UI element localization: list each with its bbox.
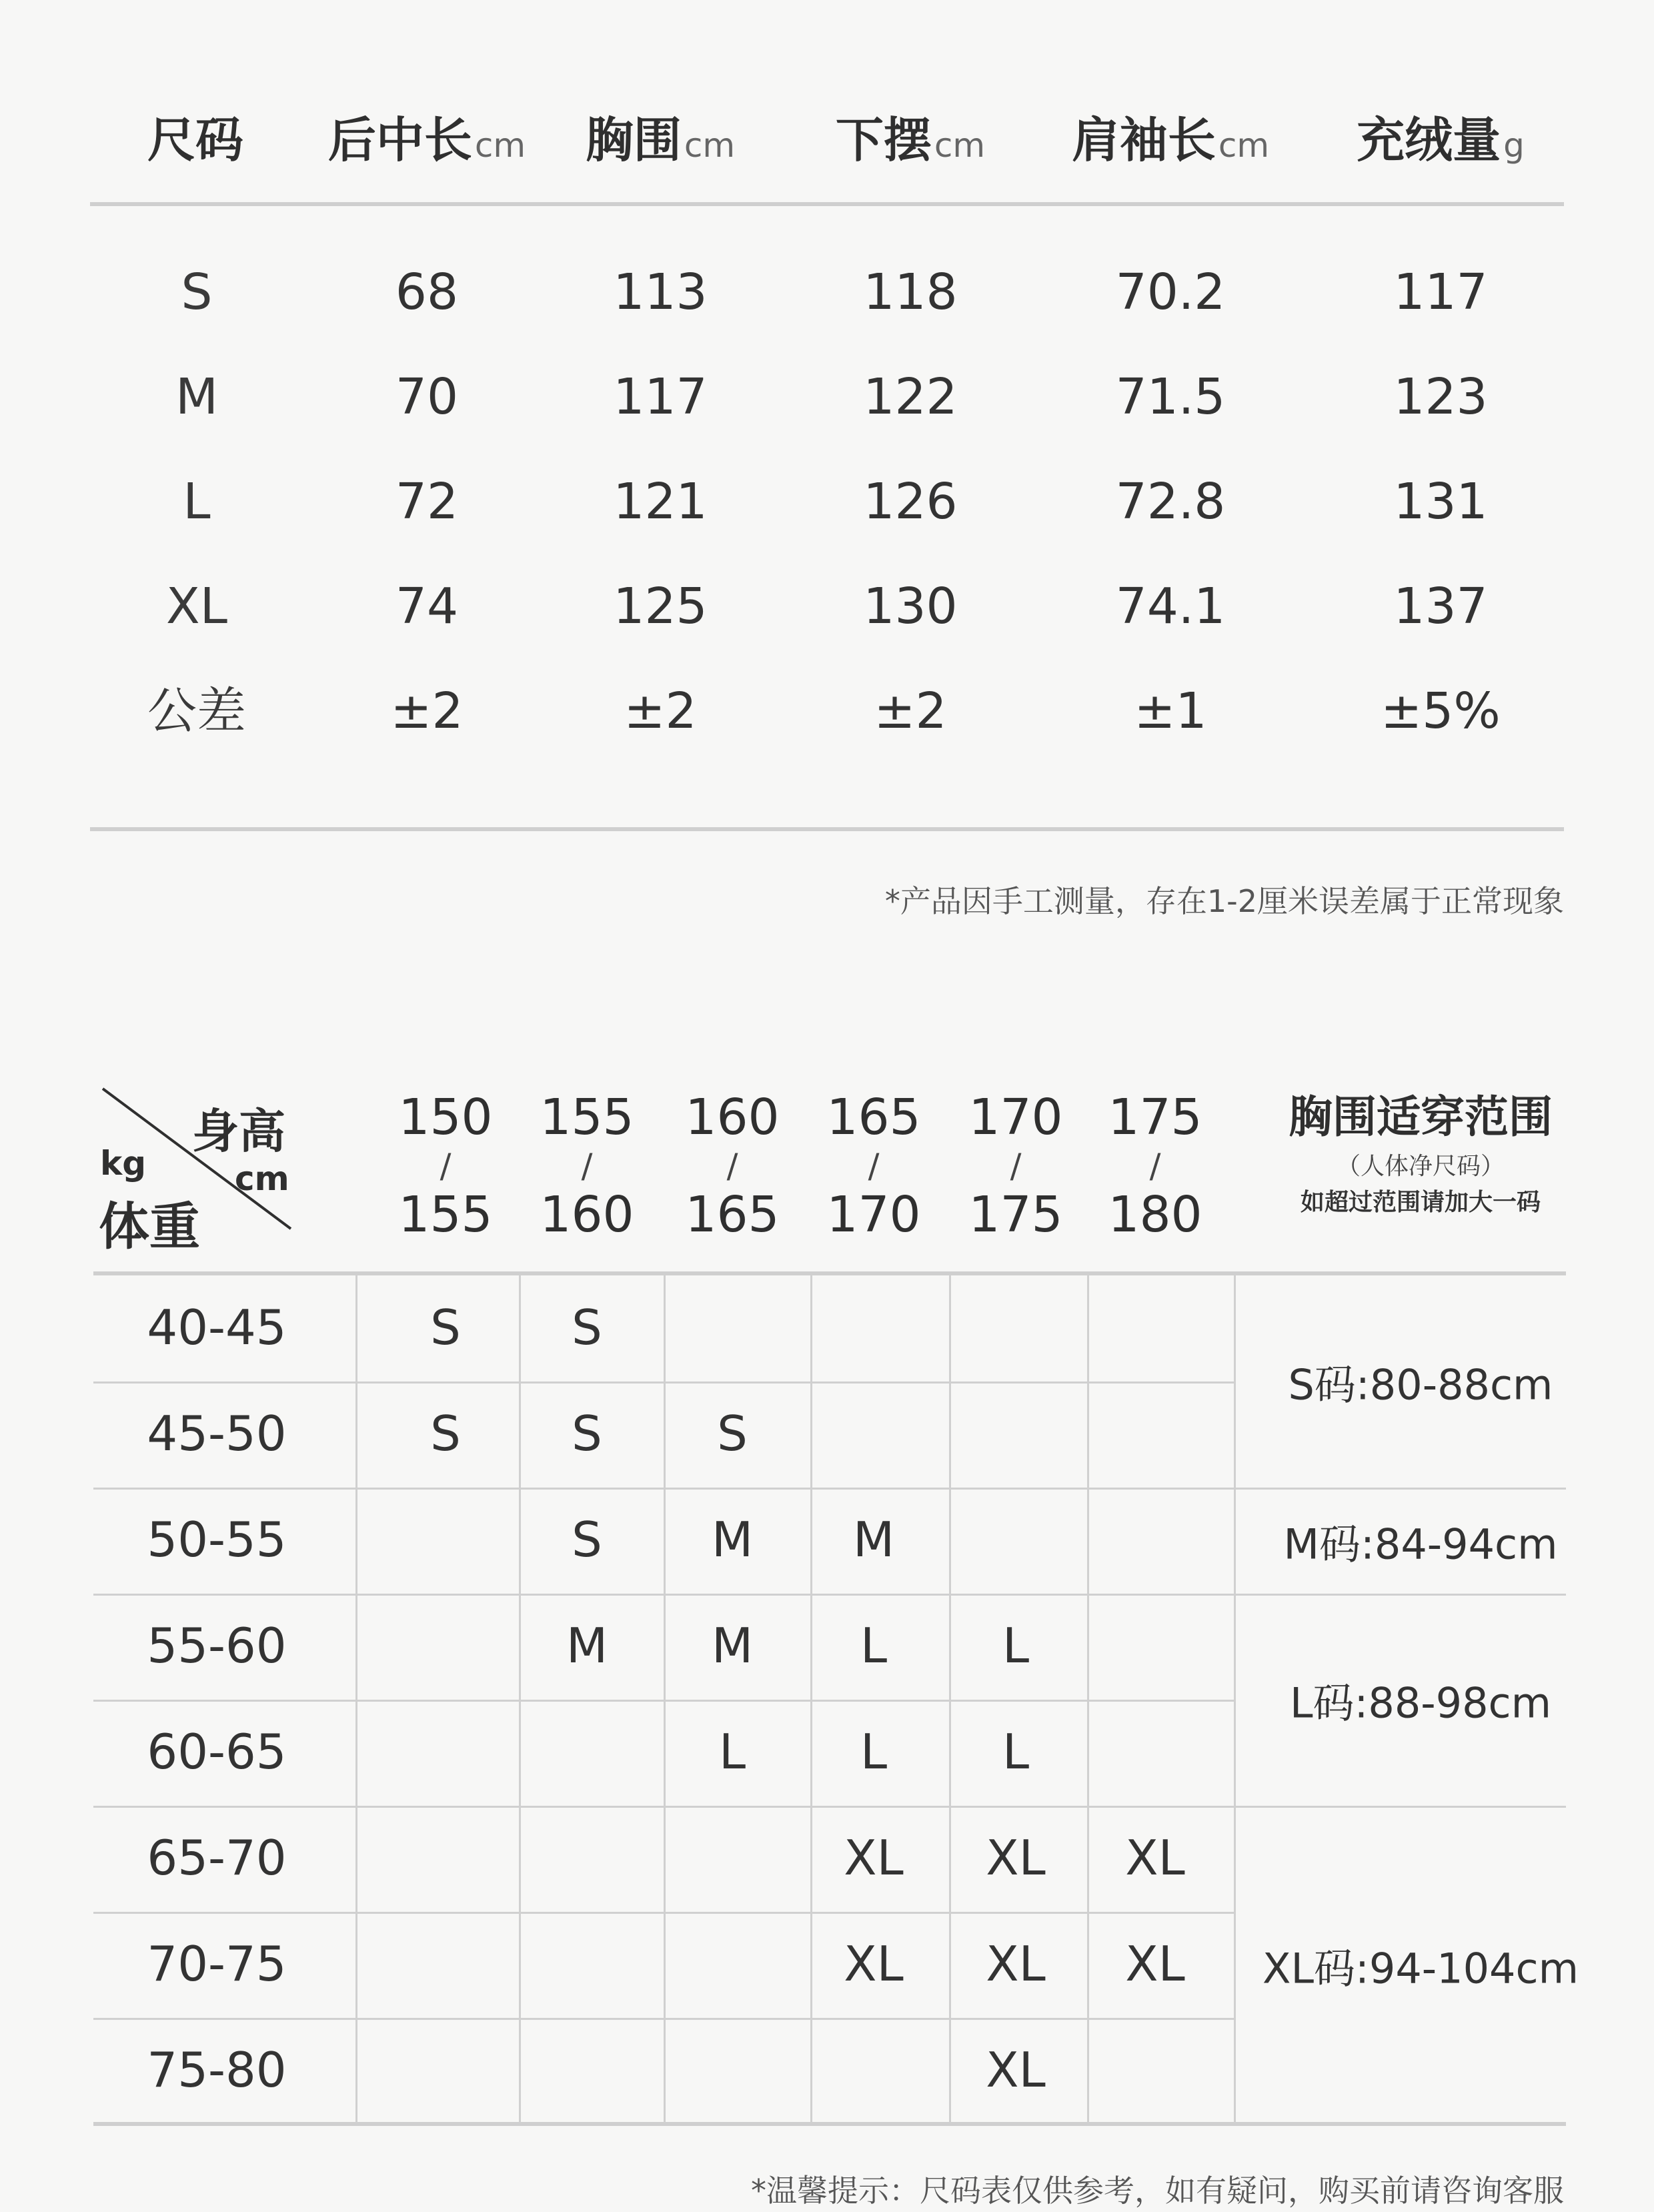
header-label: 充绒量 xyxy=(1357,112,1501,168)
header-unit: cm xyxy=(1218,126,1270,165)
row-divider xyxy=(93,1488,1566,1490)
measure-cell: 70.2 xyxy=(1115,263,1226,321)
measure-cell: 122 xyxy=(863,368,958,426)
column-divider xyxy=(519,1275,521,2123)
recommended-size-cell: XL xyxy=(1125,1936,1185,1992)
recommendation-body xyxy=(93,1275,1579,2125)
header-col-0 xyxy=(147,107,246,179)
header-label: 肩袖长 xyxy=(1071,112,1216,168)
header-col-5 xyxy=(1357,107,1525,179)
header-unit: cm xyxy=(934,126,986,165)
column-divider xyxy=(949,1275,951,2123)
weight-range-cell: 70-75 xyxy=(147,1936,287,1992)
size-row xyxy=(90,659,1564,764)
header-unit: cm xyxy=(474,126,526,165)
height-to: 170 xyxy=(826,1186,921,1243)
recommended-size-cell: XL xyxy=(844,1830,904,1886)
height-from: 160 xyxy=(685,1089,780,1146)
size-label-cell: 公差 xyxy=(147,682,246,740)
measure-cell: 125 xyxy=(613,578,708,635)
column-divider xyxy=(355,1275,357,2123)
size-row xyxy=(90,450,1564,554)
size-table-bottom-rule xyxy=(90,827,1564,831)
size-table xyxy=(90,80,1564,740)
header-col-4 xyxy=(1072,107,1269,179)
height-separator: / xyxy=(440,1147,452,1185)
recommended-size-cell: XL xyxy=(986,1936,1046,1992)
measure-cell: 121 xyxy=(613,473,708,530)
measure-cell: 130 xyxy=(863,578,958,635)
table-top-rule xyxy=(93,1271,1566,1275)
corner-header-cell xyxy=(93,1081,293,1256)
row-divider xyxy=(93,1806,1566,1808)
recommended-size-cell: L xyxy=(718,1724,746,1780)
measure-cell: 72 xyxy=(395,473,459,530)
measure-cell: 123 xyxy=(1393,368,1488,426)
measure-cell: 126 xyxy=(863,473,958,530)
chest-range-cell: L码:88-98cm xyxy=(1289,1678,1552,1728)
height-range-header xyxy=(1088,1087,1222,1245)
header-col-3 xyxy=(836,107,985,179)
recommended-size-cell: S xyxy=(430,1406,461,1462)
header-label: 胸围 xyxy=(585,112,682,168)
chest-range-cell: M码:84-94cm xyxy=(1283,1520,1558,1568)
size-table-top-rule xyxy=(90,202,1564,206)
measure-cell: 117 xyxy=(613,368,708,426)
measure-cell: ±2 xyxy=(874,682,947,740)
measure-cell: 137 xyxy=(1393,578,1488,635)
size-label-cell: M xyxy=(175,368,218,426)
header-label: 下摆 xyxy=(835,112,932,168)
weight-range-cell: 75-80 xyxy=(147,2042,287,2098)
measure-cell: ±1 xyxy=(1134,682,1207,740)
size-recommendation-table xyxy=(93,1067,1579,2131)
height-label: 身高 xyxy=(192,1104,285,1159)
weight-range-cell: 50-55 xyxy=(147,1512,287,1568)
height-from: 175 xyxy=(1108,1089,1202,1146)
recommended-size-cell: L xyxy=(860,1618,888,1674)
row-divider xyxy=(93,1594,1566,1596)
recommended-size-cell: XL xyxy=(1125,1830,1185,1886)
height-from: 165 xyxy=(826,1089,921,1146)
header-col-2 xyxy=(586,107,735,179)
recommended-size-cell: M xyxy=(711,1618,754,1674)
weight-unit: kg xyxy=(100,1144,147,1183)
measure-cell: 117 xyxy=(1393,263,1488,321)
height-to: 180 xyxy=(1108,1186,1202,1243)
size-row xyxy=(90,554,1564,659)
recommended-size-cell: M xyxy=(711,1512,754,1568)
footer-tip: *温馨提示：尺码表仅供参考，如有疑问，购买前请咨询客服 xyxy=(751,2173,1564,2209)
recommendation-header xyxy=(93,1067,1566,1275)
weight-range-cell: 40-45 xyxy=(147,1299,287,1355)
recommended-size-cell: S xyxy=(572,1299,602,1355)
weight-label: 体重 xyxy=(99,1197,200,1256)
column-divider xyxy=(1234,1275,1236,2123)
measure-cell: ±2 xyxy=(624,682,697,740)
measure-cell: 72.8 xyxy=(1115,473,1226,530)
chest-range-cell: S码:80-88cm xyxy=(1288,1360,1553,1410)
weight-range-cell: 65-70 xyxy=(147,1830,287,1886)
height-range-header xyxy=(949,1087,1082,1245)
recommended-size-cell: L xyxy=(1002,1618,1030,1674)
chest-range-title: 胸围适穿范围 xyxy=(1289,1091,1553,1143)
size-table-header xyxy=(90,80,1564,204)
height-to: 160 xyxy=(540,1186,634,1243)
height-from: 150 xyxy=(398,1089,493,1146)
measure-cell: 68 xyxy=(395,263,459,321)
height-range-header xyxy=(379,1087,512,1245)
recommended-size-cell: XL xyxy=(986,2042,1046,2098)
recommended-size-cell: XL xyxy=(844,1936,904,1992)
column-divider xyxy=(810,1275,812,2123)
header-label: 后中长 xyxy=(327,112,472,168)
column-divider xyxy=(664,1275,666,2123)
height-from: 155 xyxy=(540,1089,634,1146)
recommended-size-cell: M xyxy=(566,1618,608,1674)
size-label-cell: S xyxy=(181,263,213,321)
recommended-size-cell: S xyxy=(572,1406,602,1462)
header-unit: g xyxy=(1503,126,1525,165)
size-label-cell: XL xyxy=(166,578,227,635)
recommended-size-cell: S xyxy=(572,1512,602,1568)
chest-range-header xyxy=(1277,1087,1564,1219)
height-range-header xyxy=(807,1087,940,1245)
height-unit: cm xyxy=(235,1159,289,1198)
column-divider xyxy=(1087,1275,1089,2123)
recommended-size-cell: S xyxy=(430,1299,461,1355)
chest-range-note: 如超过范围请加大一码 xyxy=(1300,1189,1541,1216)
recommended-size-cell: L xyxy=(1002,1724,1030,1780)
measurement-note: *产品因手工测量，存在1-2厘米误差属于正常现象 xyxy=(884,883,1564,919)
height-to: 165 xyxy=(685,1186,780,1243)
measure-cell: 131 xyxy=(1393,473,1488,530)
table-bottom-rule xyxy=(93,2122,1566,2126)
measure-cell: 118 xyxy=(863,263,958,321)
header-unit: cm xyxy=(684,126,736,165)
recommended-size-cell: L xyxy=(860,1724,888,1780)
chest-range-cell: XL码:94-104cm xyxy=(1263,1944,1579,1993)
height-from: 170 xyxy=(968,1089,1063,1146)
height-range-header xyxy=(520,1087,654,1245)
weight-range-cell: 45-50 xyxy=(147,1406,287,1462)
measure-cell: 74 xyxy=(395,578,459,635)
header-col-1 xyxy=(328,107,526,179)
measure-cell: ±2 xyxy=(390,682,464,740)
height-to: 155 xyxy=(398,1186,493,1243)
chest-range-subtitle: （人体净尺码） xyxy=(1336,1153,1505,1180)
size-row xyxy=(90,345,1564,450)
recommended-size-cell: XL xyxy=(986,1830,1046,1886)
measure-cell: 74.1 xyxy=(1115,578,1226,635)
size-label-cell: L xyxy=(183,473,211,530)
height-separator: / xyxy=(1149,1147,1161,1185)
weight-range-cell: 55-60 xyxy=(147,1618,287,1674)
size-row xyxy=(90,240,1564,345)
recommended-size-cell: M xyxy=(852,1512,895,1568)
height-separator: / xyxy=(726,1147,738,1185)
measure-cell: 70 xyxy=(395,368,459,426)
height-separator: / xyxy=(581,1147,593,1185)
measure-cell: ±5% xyxy=(1381,682,1501,740)
height-range-header xyxy=(666,1087,799,1245)
measure-cell: 113 xyxy=(613,263,708,321)
height-to: 175 xyxy=(968,1186,1063,1243)
header-label: 尺码 xyxy=(147,112,244,168)
recommended-size-cell: S xyxy=(717,1406,748,1462)
weight-range-cell: 60-65 xyxy=(147,1724,287,1780)
height-separator: / xyxy=(868,1147,880,1185)
height-separator: / xyxy=(1010,1147,1022,1185)
measure-cell: 71.5 xyxy=(1115,368,1226,426)
